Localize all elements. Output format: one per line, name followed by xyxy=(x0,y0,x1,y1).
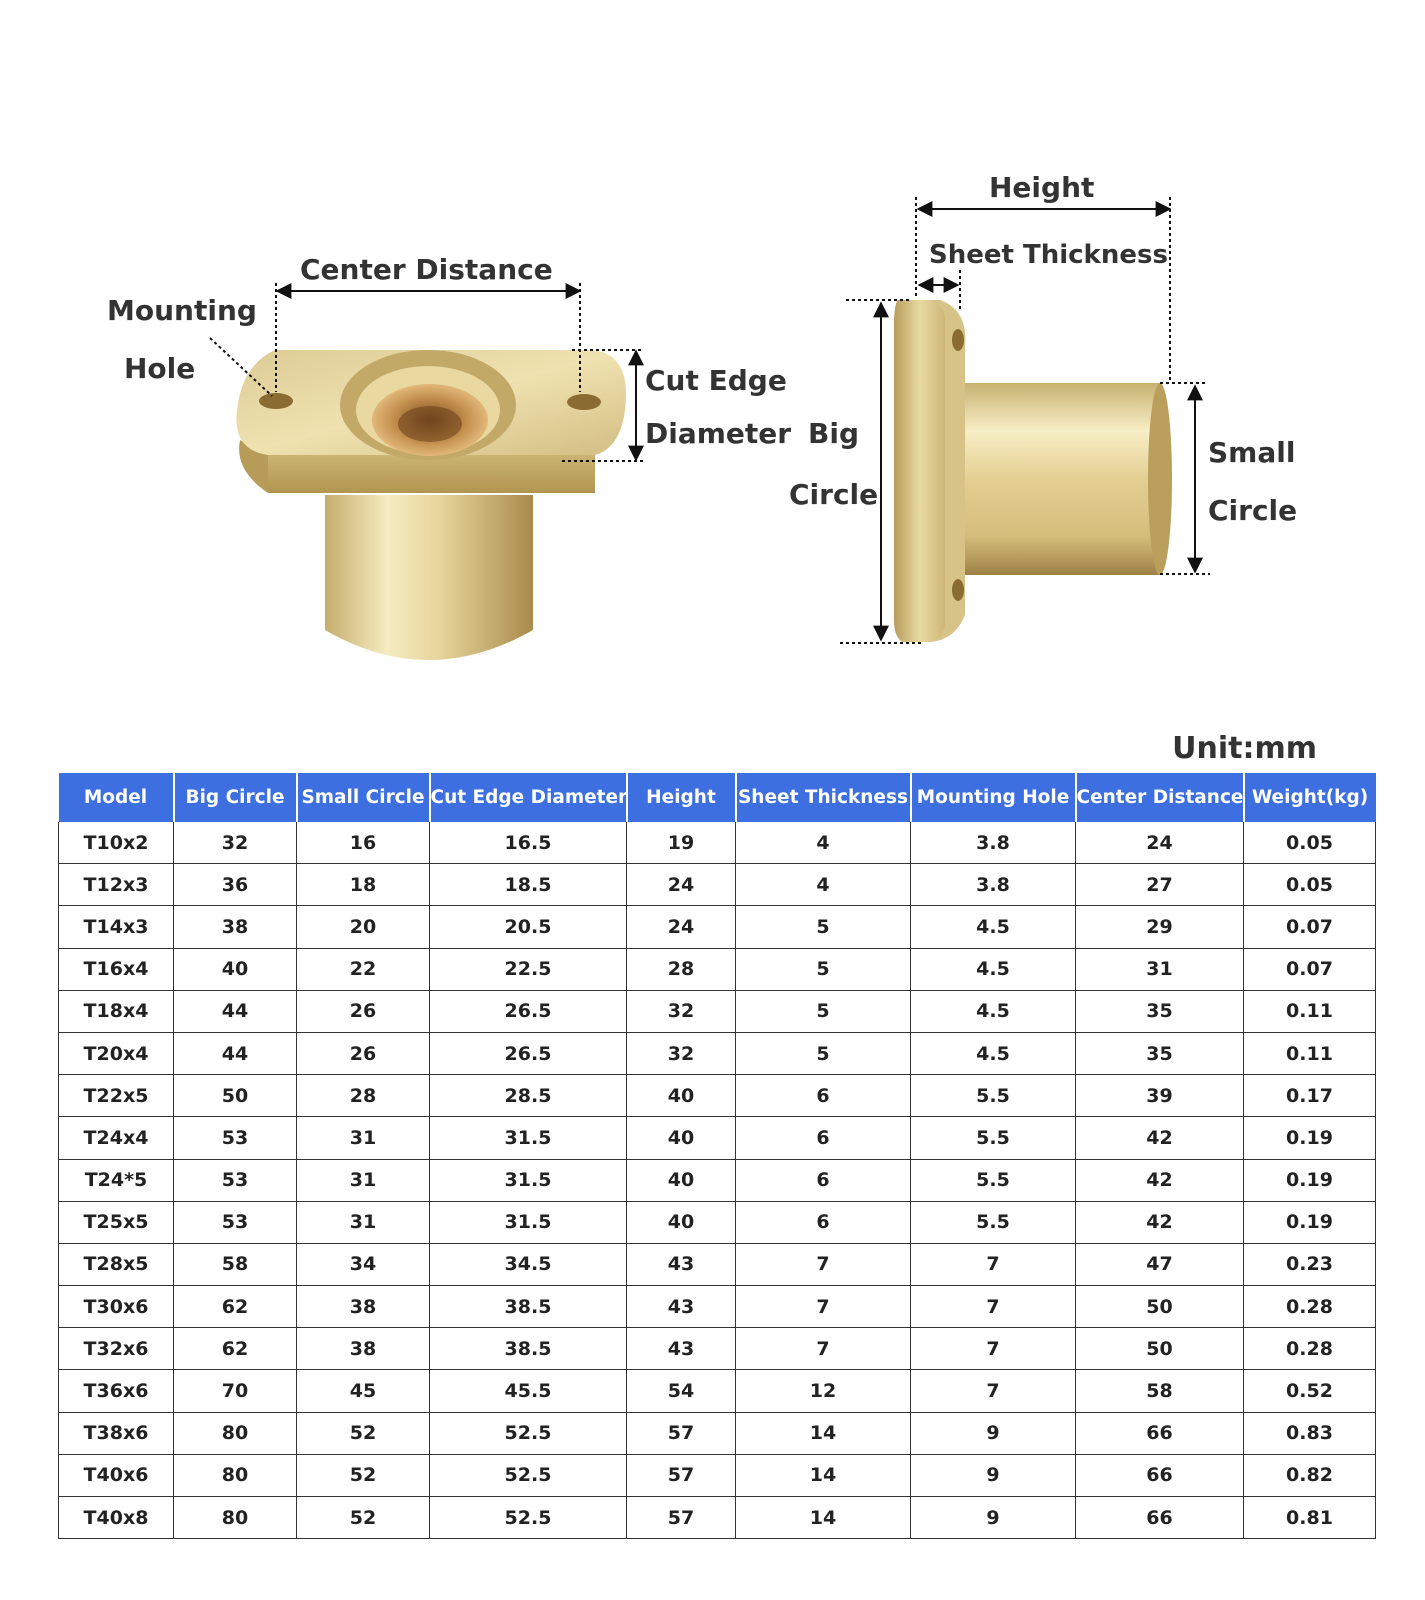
table-cell: 3.8 xyxy=(911,822,1076,864)
table-cell: 58 xyxy=(1076,1370,1244,1412)
table-cell: 5 xyxy=(736,990,911,1032)
table-cell: 52.5 xyxy=(430,1497,627,1539)
table-cell: 7 xyxy=(911,1286,1076,1328)
table-cell: T12x3 xyxy=(59,864,174,906)
height-label: Height xyxy=(989,171,1095,204)
unit-label: Unit:mm xyxy=(1172,731,1317,766)
table-cell: 7 xyxy=(736,1328,911,1370)
table-cell: 28 xyxy=(297,1075,430,1117)
table-cell: 50 xyxy=(1076,1328,1244,1370)
table-cell: 42 xyxy=(1076,1201,1244,1243)
mounting-hole-right xyxy=(567,394,601,410)
table-cell: T20x4 xyxy=(59,1032,174,1074)
hole-label: Hole xyxy=(124,352,196,385)
table-cell: 44 xyxy=(174,1032,297,1074)
table-cell: 0.05 xyxy=(1244,864,1376,906)
table-cell: T40x8 xyxy=(59,1497,174,1539)
table-row xyxy=(59,864,1376,906)
sheet-thickness-label: Sheet Thickness xyxy=(929,240,1168,270)
table-cell: 0.19 xyxy=(1244,1117,1376,1159)
table-cell: 0.11 xyxy=(1244,1032,1376,1074)
column-header: Mounting Hole xyxy=(911,773,1076,822)
table-cell: 52 xyxy=(297,1454,430,1496)
table-cell: 4.5 xyxy=(911,948,1076,990)
table-cell: 34 xyxy=(297,1243,430,1285)
table-cell: 53 xyxy=(174,1201,297,1243)
table-row xyxy=(59,1243,1376,1285)
table-cell: T24x4 xyxy=(59,1117,174,1159)
table-cell: 4 xyxy=(736,864,911,906)
table-cell: 40 xyxy=(627,1159,736,1201)
table-cell: 14 xyxy=(736,1497,911,1539)
table-cell: 52.5 xyxy=(430,1454,627,1496)
table-cell: 29 xyxy=(1076,906,1244,948)
table-cell: 57 xyxy=(627,1454,736,1496)
table-cell: 0.52 xyxy=(1244,1370,1376,1412)
table-cell: T38x6 xyxy=(59,1412,174,1454)
table-row xyxy=(59,822,1376,864)
table-cell: 7 xyxy=(736,1243,911,1285)
table-cell: 24 xyxy=(627,906,736,948)
table-cell: 62 xyxy=(174,1286,297,1328)
table-cell: 38 xyxy=(297,1328,430,1370)
table-cell: 27 xyxy=(1076,864,1244,906)
table-cell: 0.11 xyxy=(1244,990,1376,1032)
table-cell: 0.19 xyxy=(1244,1159,1376,1201)
table-cell: 43 xyxy=(627,1328,736,1370)
table-cell: T16x4 xyxy=(59,948,174,990)
table-cell: 5.5 xyxy=(911,1159,1076,1201)
table-cell: 9 xyxy=(911,1454,1076,1496)
table-cell: 6 xyxy=(736,1117,911,1159)
column-header: Sheet Thickness xyxy=(736,773,911,822)
table-cell: 6 xyxy=(736,1201,911,1243)
table-cell: 66 xyxy=(1076,1412,1244,1454)
table-cell: 42 xyxy=(1076,1117,1244,1159)
table-cell: 20 xyxy=(297,906,430,948)
table-cell: 50 xyxy=(174,1075,297,1117)
column-header: Center Distance xyxy=(1076,773,1244,822)
table-row xyxy=(59,1117,1376,1159)
table-cell: 26 xyxy=(297,1032,430,1074)
table-cell: 9 xyxy=(911,1412,1076,1454)
center-distance-label: Center Distance xyxy=(300,253,553,286)
table-cell: 0.23 xyxy=(1244,1243,1376,1285)
table-cell: 14 xyxy=(736,1412,911,1454)
table-cell: 38.5 xyxy=(430,1286,627,1328)
table-cell: T32x6 xyxy=(59,1328,174,1370)
table-cell: 31 xyxy=(297,1201,430,1243)
table-cell: 35 xyxy=(1076,1032,1244,1074)
table-cell: 40 xyxy=(627,1075,736,1117)
table-cell: 80 xyxy=(174,1454,297,1496)
table-cell: 43 xyxy=(627,1286,736,1328)
table-cell: 0.07 xyxy=(1244,906,1376,948)
table-cell: 7 xyxy=(911,1328,1076,1370)
table-cell: 45 xyxy=(297,1370,430,1412)
spec-table xyxy=(58,773,1376,1539)
table-cell: 66 xyxy=(1076,1497,1244,1539)
table-cell: 52.5 xyxy=(430,1412,627,1454)
table-cell: 39 xyxy=(1076,1075,1244,1117)
nut-perspective-view xyxy=(236,350,626,660)
table-cell: 20.5 xyxy=(430,906,627,948)
column-header: Big Circle xyxy=(174,773,297,822)
table-cell: T36x6 xyxy=(59,1370,174,1412)
table-cell: T30x6 xyxy=(59,1286,174,1328)
table-cell: 16 xyxy=(297,822,430,864)
table-header-row xyxy=(59,773,1376,822)
table-cell: 31.5 xyxy=(430,1201,627,1243)
table-cell: 32 xyxy=(627,990,736,1032)
table-row xyxy=(59,906,1376,948)
table-row xyxy=(59,1454,1376,1496)
table-row xyxy=(59,1286,1376,1328)
table-cell: 36 xyxy=(174,864,297,906)
table-cell: 43 xyxy=(627,1243,736,1285)
table-cell: 0.82 xyxy=(1244,1454,1376,1496)
table-cell: 7 xyxy=(736,1286,911,1328)
table-cell: 44 xyxy=(174,990,297,1032)
table-cell: 0.19 xyxy=(1244,1201,1376,1243)
table-cell: 53 xyxy=(174,1159,297,1201)
table-cell: 31 xyxy=(297,1159,430,1201)
column-header: Cut Edge Diameter xyxy=(430,773,627,822)
table-cell: 40 xyxy=(627,1201,736,1243)
table-cell: 38.5 xyxy=(430,1328,627,1370)
column-header: Height xyxy=(627,773,736,822)
table-cell: 0.83 xyxy=(1244,1412,1376,1454)
cut-edge-label: Cut Edge xyxy=(645,364,787,397)
table-cell: 47 xyxy=(1076,1243,1244,1285)
table-body xyxy=(59,822,1376,1539)
table-cell: 16.5 xyxy=(430,822,627,864)
table-cell: 5.5 xyxy=(911,1117,1076,1159)
table-cell: T40x6 xyxy=(59,1454,174,1496)
table-cell: 0.17 xyxy=(1244,1075,1376,1117)
table-cell: T24*5 xyxy=(59,1159,174,1201)
table-cell: 5.5 xyxy=(911,1201,1076,1243)
table-cell: 7 xyxy=(911,1370,1076,1412)
table-cell: 5.5 xyxy=(911,1075,1076,1117)
table-cell: 6 xyxy=(736,1075,911,1117)
brass-nut-diagram xyxy=(0,0,1425,700)
table-cell: T14x3 xyxy=(59,906,174,948)
table-cell: 18.5 xyxy=(430,864,627,906)
table-cell: 52 xyxy=(297,1412,430,1454)
table-cell: 5 xyxy=(736,948,911,990)
table-row xyxy=(59,948,1376,990)
table-cell: 28 xyxy=(627,948,736,990)
table-cell: 58 xyxy=(174,1243,297,1285)
table-cell: 31.5 xyxy=(430,1159,627,1201)
table-cell: 40 xyxy=(627,1117,736,1159)
table-cell: 5 xyxy=(736,906,911,948)
table-cell: 52 xyxy=(297,1497,430,1539)
table-cell: 24 xyxy=(627,864,736,906)
table-cell: 18 xyxy=(297,864,430,906)
table-cell: 3.8 xyxy=(911,864,1076,906)
table-cell: 31 xyxy=(1076,948,1244,990)
table-cell: 28.5 xyxy=(430,1075,627,1117)
table-cell: 26 xyxy=(297,990,430,1032)
table-cell: 70 xyxy=(174,1370,297,1412)
table-cell: 32 xyxy=(627,1032,736,1074)
table-row xyxy=(59,990,1376,1032)
table-cell: 19 xyxy=(627,822,736,864)
table-cell: 7 xyxy=(911,1243,1076,1285)
table-cell: 14 xyxy=(736,1454,911,1496)
table-cell: 50 xyxy=(1076,1286,1244,1328)
table-cell: 34.5 xyxy=(430,1243,627,1285)
big-label: Big xyxy=(808,417,859,450)
small-circle-label: Circle xyxy=(1208,494,1298,527)
table-cell: 0.28 xyxy=(1244,1286,1376,1328)
column-header: Small Circle xyxy=(297,773,430,822)
table-row xyxy=(59,1201,1376,1243)
table-cell: 62 xyxy=(174,1328,297,1370)
table-cell: 42 xyxy=(1076,1159,1244,1201)
big-circle-label: Circle xyxy=(789,478,879,511)
table-cell: 0.07 xyxy=(1244,948,1376,990)
table-cell: T25x5 xyxy=(59,1201,174,1243)
table-cell: 31 xyxy=(297,1117,430,1159)
column-header: Weight(kg) xyxy=(1244,773,1376,822)
table-cell: 40 xyxy=(174,948,297,990)
table-cell: T10x2 xyxy=(59,822,174,864)
small-label: Small xyxy=(1208,436,1296,469)
table-cell: 24 xyxy=(1076,822,1244,864)
table-cell: 35 xyxy=(1076,990,1244,1032)
table-cell: T22x5 xyxy=(59,1075,174,1117)
table-cell: 38 xyxy=(297,1286,430,1328)
table-cell: 12 xyxy=(736,1370,911,1412)
table-cell: 32 xyxy=(174,822,297,864)
table-cell: 4.5 xyxy=(911,906,1076,948)
table-cell: 66 xyxy=(1076,1454,1244,1496)
table-cell: 38 xyxy=(174,906,297,948)
table-cell: 80 xyxy=(174,1497,297,1539)
table-row xyxy=(59,1032,1376,1074)
mounting-label: Mounting xyxy=(107,294,257,327)
table-cell: 26.5 xyxy=(430,990,627,1032)
table-row xyxy=(59,1075,1376,1117)
table-row xyxy=(59,1412,1376,1454)
table-row xyxy=(59,1328,1376,1370)
table-cell: T18x4 xyxy=(59,990,174,1032)
table-cell: 45.5 xyxy=(430,1370,627,1412)
table-cell: 53 xyxy=(174,1117,297,1159)
table-row xyxy=(59,1370,1376,1412)
table-cell: 0.28 xyxy=(1244,1328,1376,1370)
mounting-hole-left xyxy=(259,393,293,409)
table-cell: 31.5 xyxy=(430,1117,627,1159)
table-cell: 5 xyxy=(736,1032,911,1074)
table-cell: 22 xyxy=(297,948,430,990)
nut-side-view xyxy=(894,300,1172,642)
diameter-label: Diameter xyxy=(645,417,792,450)
table-cell: 26.5 xyxy=(430,1032,627,1074)
table-cell: 0.81 xyxy=(1244,1497,1376,1539)
table-cell: 0.05 xyxy=(1244,822,1376,864)
table-cell: 57 xyxy=(627,1497,736,1539)
table-cell: 6 xyxy=(736,1159,911,1201)
table-cell: 80 xyxy=(174,1412,297,1454)
table-cell: T28x5 xyxy=(59,1243,174,1285)
table-cell: 57 xyxy=(627,1412,736,1454)
table-row xyxy=(59,1159,1376,1201)
table-cell: 4.5 xyxy=(911,990,1076,1032)
table-cell: 9 xyxy=(911,1497,1076,1539)
table-row xyxy=(59,1497,1376,1539)
table-cell: 4 xyxy=(736,822,911,864)
table-cell: 22.5 xyxy=(430,948,627,990)
table-cell: 4.5 xyxy=(911,1032,1076,1074)
table-cell: 54 xyxy=(627,1370,736,1412)
column-header: Model xyxy=(59,773,174,822)
